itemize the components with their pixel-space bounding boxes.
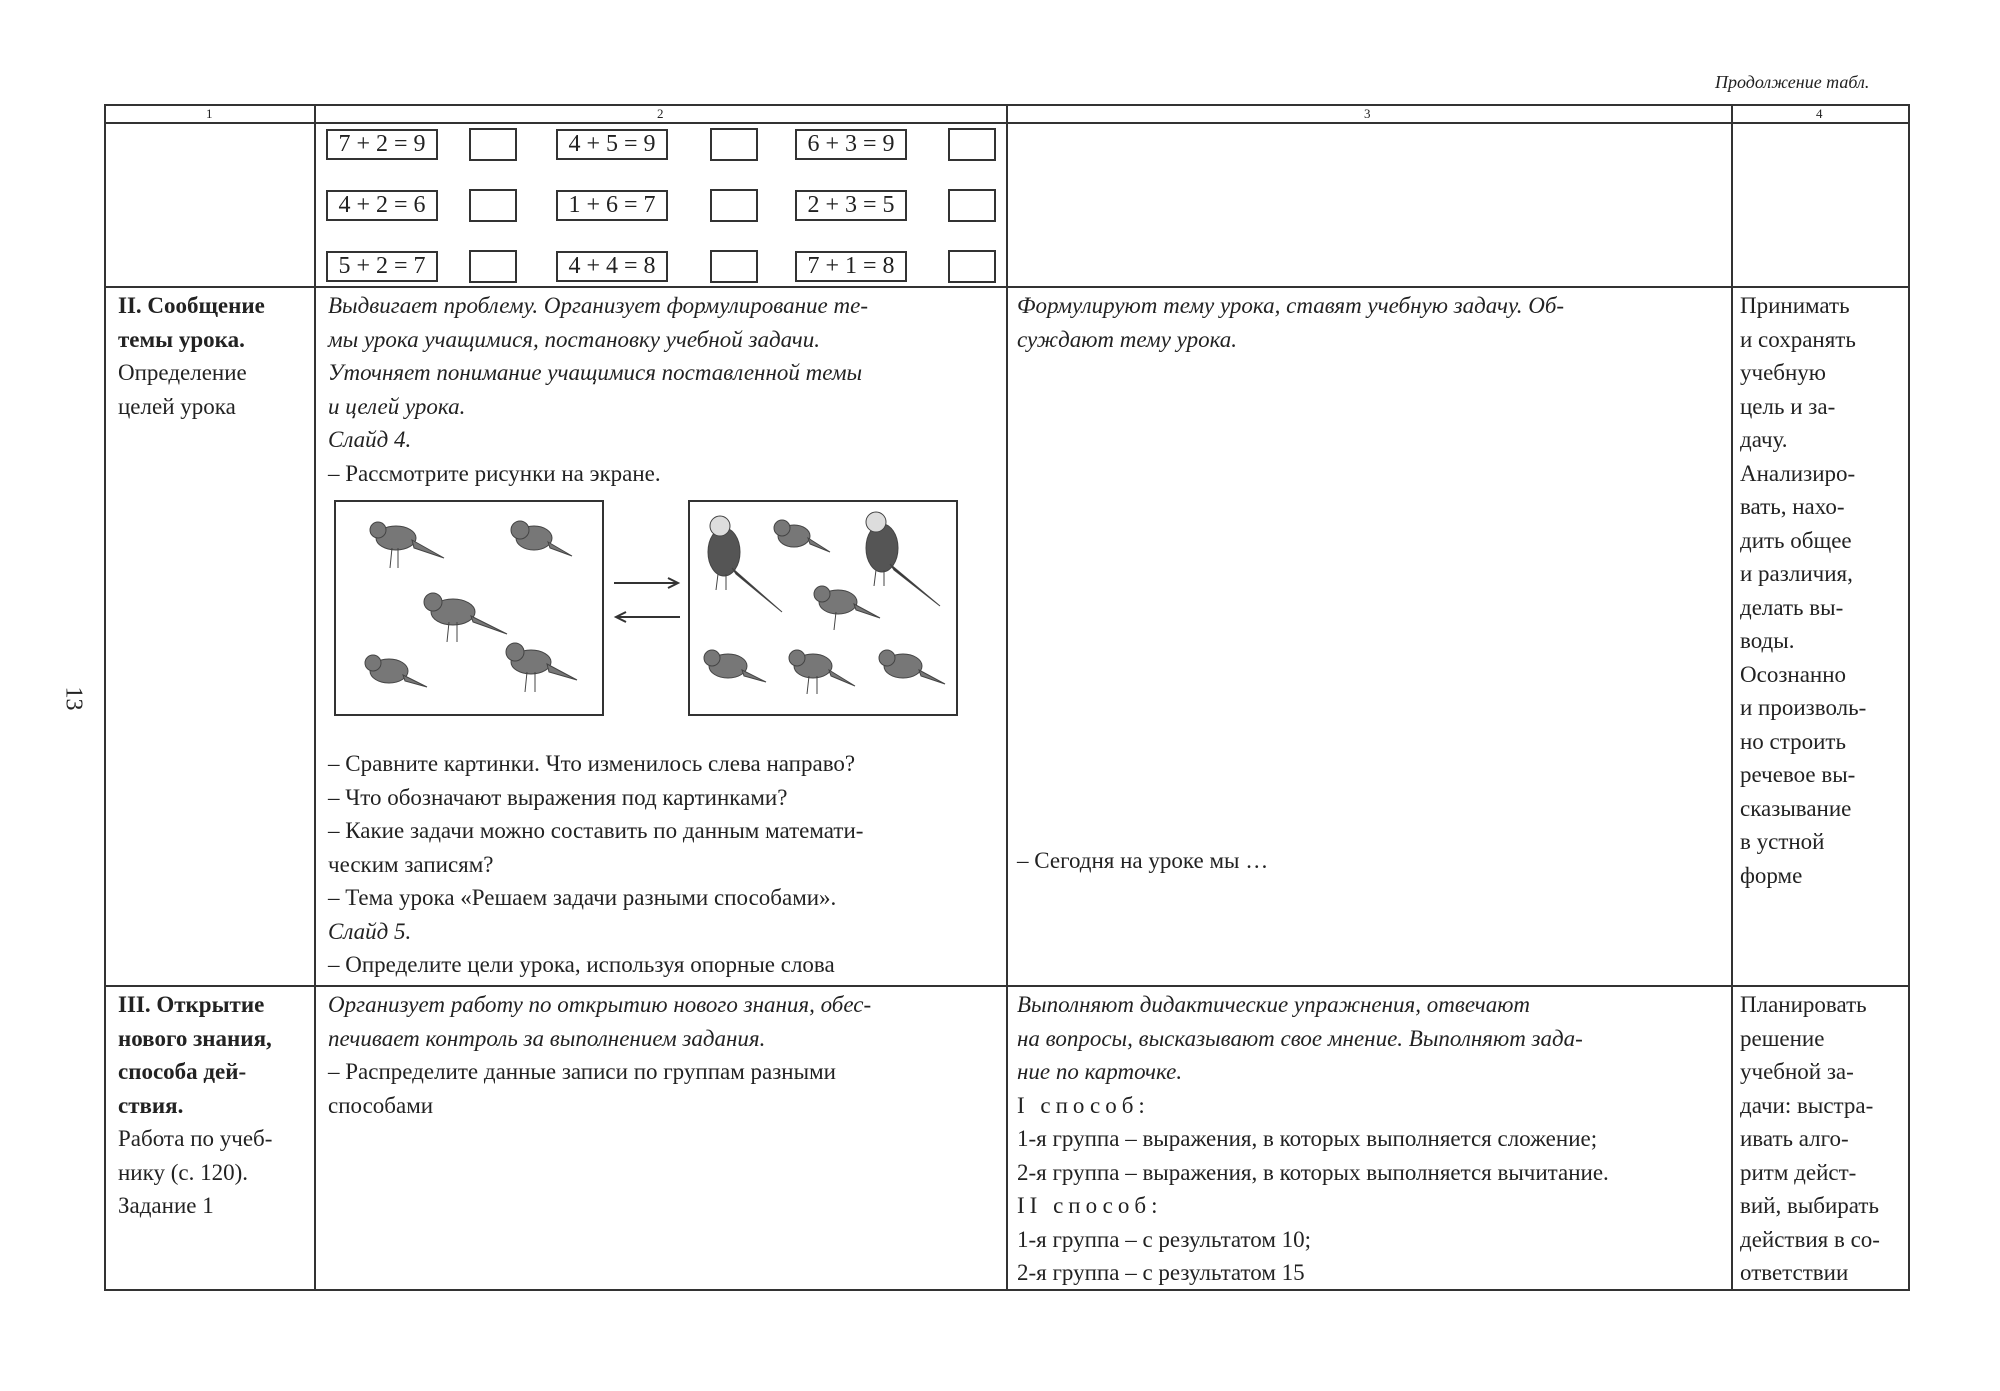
column-number-3: 3 [1364, 106, 1371, 121]
method-label: I способ: [1017, 1092, 1150, 1118]
teacher-activity: и целей урока. [328, 393, 466, 419]
col-border-0 [104, 104, 106, 1291]
competency-line: Принимать [1740, 293, 1850, 318]
teacher-prompt: – Определите цели урока, используя опорные слова [328, 952, 835, 977]
method-label: II способ: [1017, 1193, 1163, 1218]
column-number-1: 1 [206, 106, 213, 121]
competency-line: вать, нахо- [1740, 494, 1845, 519]
teacher-activity: Организует работу по открытию нового знания, обес- [328, 992, 872, 1017]
stage2-col1 [118, 289, 308, 423]
answer-box [710, 250, 758, 283]
competency-line: ритм дейст- [1740, 1159, 1857, 1185]
stage2-col2-bottom [328, 747, 1003, 982]
group-line: 1-я группа – выражения, в которых выполняется сложение; [1017, 1126, 1598, 1151]
teacher-activity: Уточняет понимание учащимися поставленной темы [328, 360, 863, 385]
answer-box [710, 189, 758, 222]
competency-line: вий, выбирать [1740, 1193, 1879, 1218]
equation-box: 2 + 3 = 5 [795, 190, 907, 221]
equation-box: 1 + 6 = 7 [556, 190, 668, 221]
teacher-prompt: – Распределите данные записи по группам разными [328, 1059, 836, 1084]
competency-line: дить общее [1740, 527, 1852, 553]
competency-line: дачи: выстра- [1740, 1092, 1874, 1118]
teacher-activity: мы урока учащимися, постановку учебной задачи. [328, 326, 821, 352]
arrow-right-icon [612, 576, 682, 595]
competency-line: форме [1740, 862, 1803, 888]
col-border-4 [1908, 104, 1910, 1291]
teacher-activity: Выдвигает проблему. Организует формулирование те- [328, 293, 868, 318]
competency-line: в устной [1740, 829, 1825, 854]
competency-line: Анализиро- [1740, 460, 1856, 486]
equation-box: 5 + 2 = 7 [326, 251, 438, 282]
stage2-title-2: темы урока. [118, 326, 245, 352]
teacher-prompt: ческим записям? [328, 851, 494, 877]
competency-line: Планировать [1740, 992, 1867, 1017]
col-border-3 [1731, 104, 1733, 1291]
competency-line: и сохранять [1740, 326, 1856, 352]
competency-line: ответствии [1740, 1260, 1849, 1285]
page-number: 13 [60, 686, 87, 711]
teacher-prompt: – Сравните картинки. Что изменилось слева направо? [328, 751, 856, 776]
col-border-2 [1006, 104, 1008, 1291]
student-activity: на вопросы, высказывают свое мнение. Выполняют зада- [1017, 1025, 1583, 1051]
competency-line: речевое вы- [1740, 762, 1856, 787]
competency-line: дачу. [1740, 427, 1788, 452]
stage2-col2-top [328, 289, 1003, 490]
equation-box: 7 + 1 = 8 [795, 251, 907, 282]
teacher-activity: печивает контроль за выполнением задания. [328, 1025, 766, 1051]
stage3-col4 [1740, 988, 1905, 1290]
answer-box [469, 189, 517, 222]
slide-label: Слайд 5. [328, 918, 412, 944]
answer-box [948, 128, 996, 161]
competency-line: ивать алго- [1740, 1126, 1849, 1151]
competency-line: но строить [1740, 728, 1846, 754]
stage3-title: нового знания, [118, 1025, 272, 1051]
arrow-left-icon [612, 610, 682, 629]
stage3-subtitle: Задание 1 [118, 1193, 214, 1218]
stage3-col1 [118, 988, 308, 1223]
competency-line: учебной за- [1740, 1059, 1854, 1084]
student-activity: Формулируют тему урока, ставят учебную задачу. Об- [1017, 293, 1565, 318]
student-activity: суждают тему урока. [1017, 326, 1238, 352]
stage3-title: ствия. [118, 1092, 184, 1118]
competency-line: и произволь- [1740, 695, 1867, 720]
stage3-title: способа дей- [118, 1059, 247, 1084]
stage2-col3 [1017, 289, 1727, 356]
equation-box: 4 + 4 = 8 [556, 251, 668, 282]
competency-line: делать вы- [1740, 594, 1844, 620]
answer-box [710, 128, 758, 161]
stage2-col4 [1740, 289, 1905, 892]
student-activity: ние по карточке. [1017, 1059, 1183, 1084]
competency-line: решение [1740, 1025, 1825, 1051]
equation-box: 6 + 3 = 9 [795, 129, 907, 160]
stage3-col2 [328, 988, 1003, 1122]
competency-line: и различия, [1740, 561, 1853, 586]
stage2-subtitle-2: целей урока [118, 393, 236, 419]
teacher-prompt: способами [328, 1092, 434, 1118]
competency-line: Осознанно [1740, 661, 1847, 687]
equation-box: 4 + 2 = 6 [326, 190, 438, 221]
stage3-subtitle: Работа по учеб- [118, 1126, 273, 1151]
stage3-title: III. Открытие [118, 992, 265, 1017]
teacher-prompt: – Тема урока «Решаем задачи разными способами». [328, 885, 837, 910]
stage2-subtitle-1: Определение [118, 360, 247, 385]
teacher-prompt: – Какие задачи можно составить по данным математи- [328, 818, 864, 843]
teacher-prompt: – Рассмотрите рисунки на экране. [328, 460, 661, 486]
continuation-label: Продолжение табл. [1715, 72, 1870, 92]
competency-line: учебную [1740, 360, 1826, 385]
stage2-col3-phrase [1017, 844, 1727, 878]
answer-box [469, 250, 517, 283]
birds-picture-right [688, 500, 958, 716]
group-line: 2-я группа – выражения, в которых выполняется вычитание. [1017, 1159, 1609, 1185]
stage2-title-1: II. Сообщение [118, 293, 265, 318]
stage3-col3 [1017, 988, 1729, 1290]
answer-box [948, 250, 996, 283]
student-phrase: – Сегодня на уроке мы … [1017, 848, 1269, 873]
group-line: 1-я группа – с результатом 10; [1017, 1226, 1312, 1252]
competency-line: действия в со- [1740, 1226, 1880, 1252]
answer-box [948, 189, 996, 222]
competency-line: сказывание [1740, 795, 1852, 821]
equation-box: 7 + 2 = 9 [326, 129, 438, 160]
group-line: 2-я группа – с результатом 15 [1017, 1260, 1305, 1285]
equation-box: 4 + 5 = 9 [556, 129, 668, 160]
answer-box [469, 128, 517, 161]
column-number-2: 2 [657, 106, 664, 121]
birds-picture-left [334, 500, 604, 716]
competency-line: цель и за- [1740, 393, 1836, 419]
competency-line: воды. [1740, 628, 1795, 653]
slide-label: Слайд 4. [328, 427, 412, 452]
teacher-prompt: – Что обозначают выражения под картинками? [328, 784, 788, 810]
student-activity: Выполняют дидактические упражнения, отвечают [1017, 992, 1531, 1017]
stage3-subtitle: нику (с. 120). [118, 1159, 248, 1185]
column-number-4: 4 [1816, 106, 1823, 121]
col-border-1 [314, 104, 316, 1291]
